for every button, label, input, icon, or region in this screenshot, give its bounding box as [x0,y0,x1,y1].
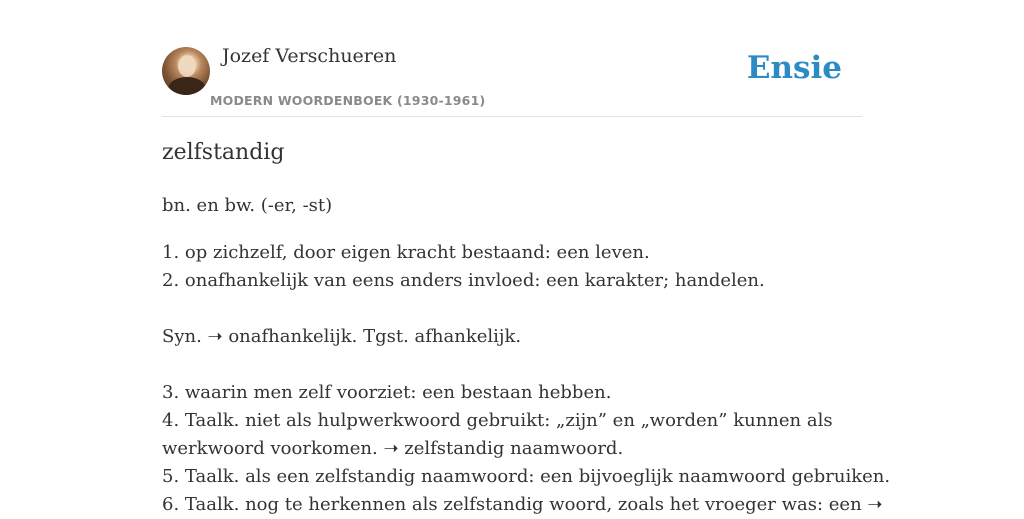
header [162,0,862,117]
site-logo[interactable]: Ensie [746,50,842,86]
avatar-face [178,55,196,77]
synonym-line: Syn. ➝ onafhankelijk. Tgst. afhankelijk. [162,326,522,347]
entry-term: zelfstandig [162,140,285,165]
definition-line: 4. Taalk. niet als hulpwerkwoord gebruikt: „zijn” en „worden” kunnen als [162,410,833,431]
paragraph-gap [162,295,862,323]
definition-line: 6. Taalk. nog te herkennen als zelfstandig woord, zoals het vroeger was: een ➝ [162,494,883,515]
avatar-body [168,77,206,95]
entry-grammar: bn. en bw. (-er, -st) [162,195,333,216]
entry-definition [162,239,891,519]
definition-line: 3. waarin men zelf voorziet: een bestaan hebben. [162,382,612,403]
definition-line: 2. onafhankelijk van eens anders invloed: een karakter; handelen. [162,270,765,291]
definition-line: werkwoord voorkomen. ➝ zelfstandig naamwoord. [162,438,624,459]
definition-line: 5. Taalk. als een zelfstandig naamwoord: een bijvoeglijk naamwoord gebruiken. [162,466,891,487]
page [162,0,891,515]
author-name[interactable]: Jozef Verschueren [222,45,397,67]
author-avatar[interactable] [162,47,210,95]
paragraph-gap [162,351,862,379]
source-label[interactable]: MODERN WOORDENBOEK (1930-1961) [210,93,486,108]
definition-line: 1. op zichzelf, door eigen kracht bestaand: een leven. [162,242,650,263]
